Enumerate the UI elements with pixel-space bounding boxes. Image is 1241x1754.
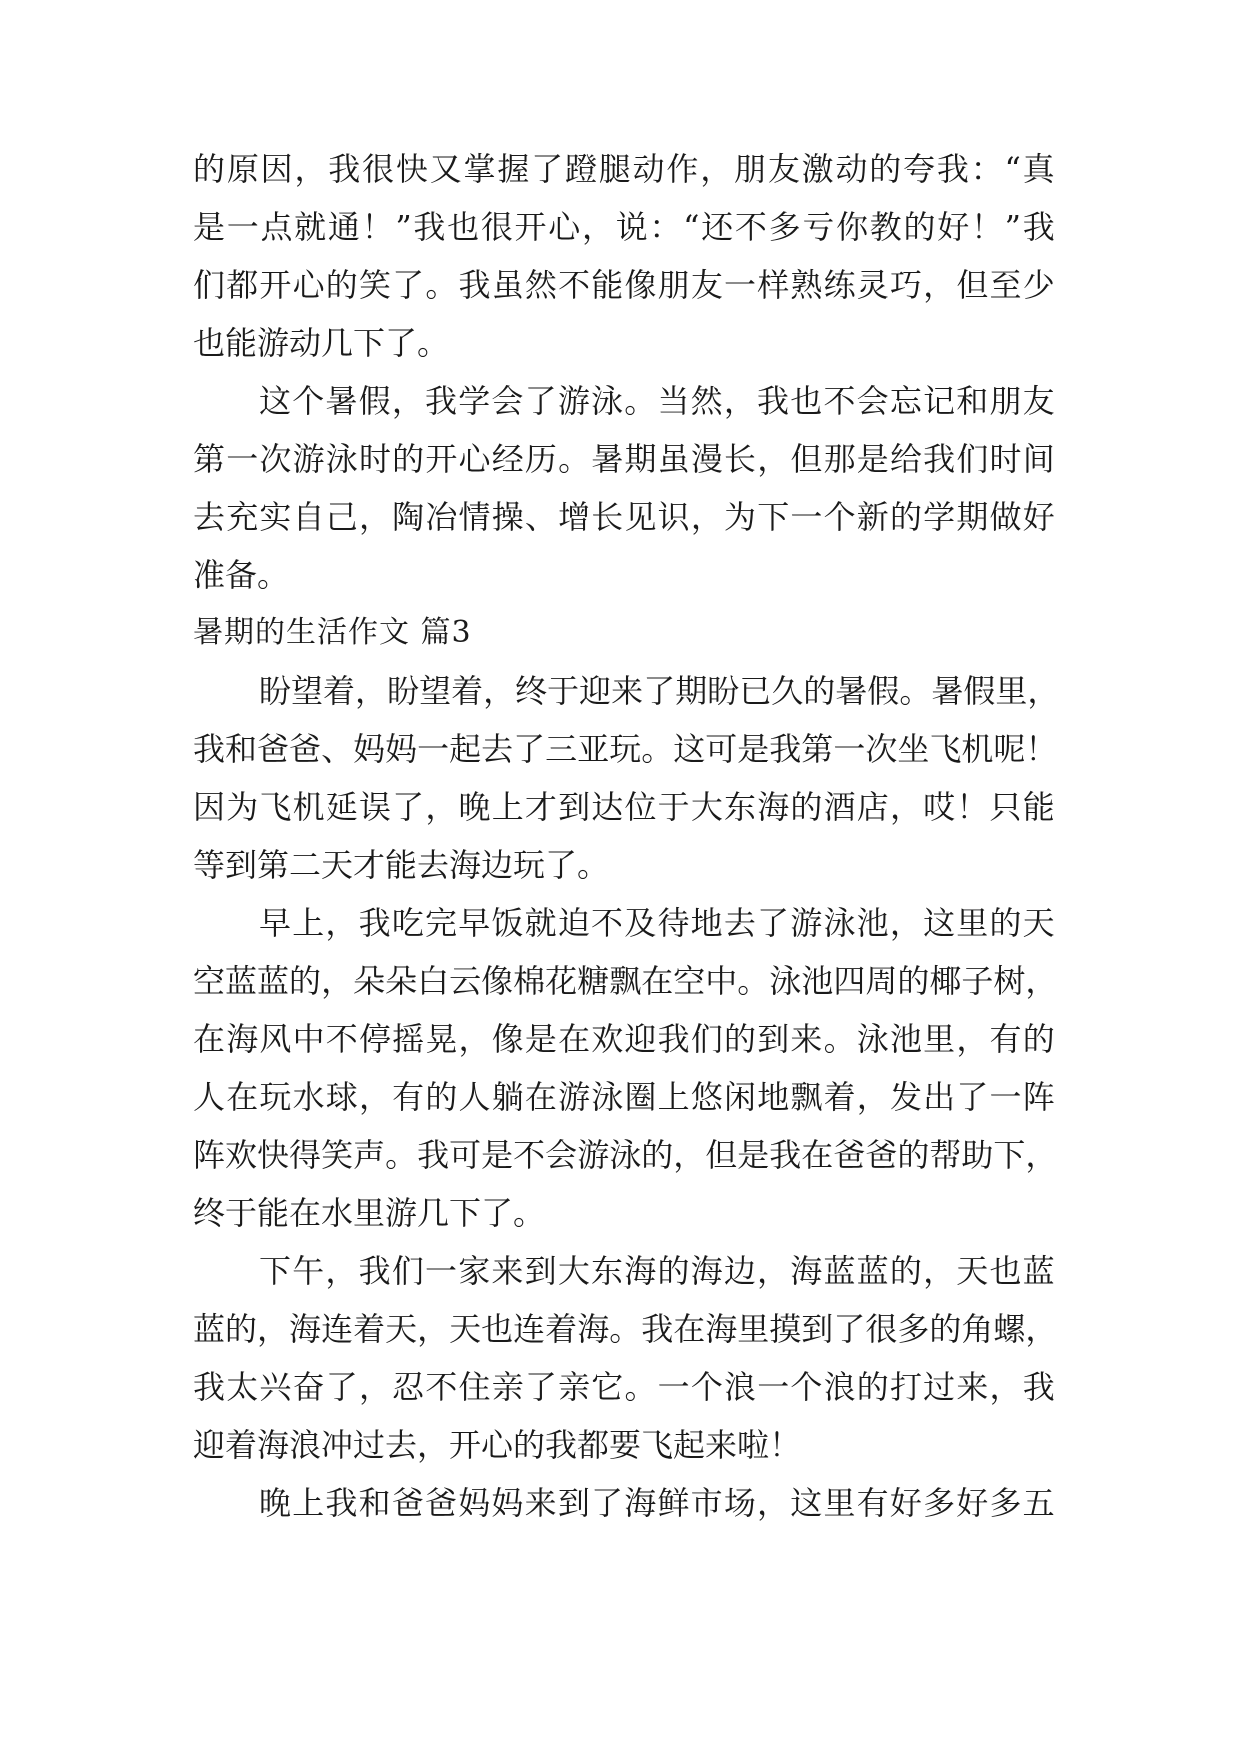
text-line: 阵 欢 快 得 笑 声 。 我 可 是 不 会 游 泳 的 ， 但 是 我 在 爸 爸 的 帮 助 下 ， bbox=[193, 1136, 1058, 1174]
text-line: 盼 望 着 ， 盼 望 着 ， 终 于 迎 来 了 期 盼 已 久 的 暑 假 。 暑 假 里 ， bbox=[259, 672, 1060, 710]
text-line: 空 蓝 蓝 的 ， 朵 朵 白 云 像 棉 花 糖 飘 在 空 中 。 泳 池 四 周 的 椰 子 树 ， bbox=[193, 962, 1058, 1000]
text-line: 们 都 开 心 的 笑 了 。 我 虽 然 不 能 像 朋 友 一 样 熟 练 灵 巧 ， 但 至 少 bbox=[193, 266, 1055, 304]
text-line: 也能游动几下了。 bbox=[193, 324, 450, 362]
text-line: 人 在 玩 水 球 ， 有 的 人 躺 在 游 泳 圈 上 悠 闲 地 飘 着 ， 发 出 了 一 阵 bbox=[193, 1078, 1055, 1116]
text-line: 第 一 次 游 泳 时 的 开 心 经 历 。 暑 期 虽 漫 长 ， 但 那 是 给 我 们 时 间 bbox=[193, 440, 1055, 478]
document-page bbox=[193, 140, 1060, 1532]
text-line: 蓝 的 ， 海 连 着 天 ， 天 也 连 着 海 。 我 在 海 里 摸 到 了 很 多 的 角 螺 ， bbox=[193, 1310, 1058, 1348]
paragraph bbox=[193, 140, 1055, 372]
text-line: 早 上 ， 我 吃 完 早 饭 就 迫 不 及 待 地 去 了 游 泳 池 ， 这 里 的 天 bbox=[259, 904, 1055, 942]
text-line: 是 一 点 就 通 ！ ” 我 也 很 开 心 ， 说 ： “ 还 不 多 亏 你 教 的 好 ！ ” 我 bbox=[193, 208, 1055, 246]
text-line: 这 个 暑 假 ， 我 学 会 了 游 泳 。 当 然 ， 我 也 不 会 忘 记 和 朋 友 bbox=[259, 382, 1055, 420]
text-line: 因 为 飞 机 延 误 了 ， 晚 上 才 到 达 位 于 大 东 海 的 酒 店 ， 哎 ！ 只 能 bbox=[193, 788, 1055, 826]
paragraph bbox=[193, 894, 1058, 1242]
section-heading bbox=[193, 604, 1055, 662]
text-line: 准备。 bbox=[193, 556, 290, 594]
text-line: 我 太 兴 奋 了 ， 忍 不 住 亲 了 亲 它 。 一 个 浪 一 个 浪 的 打 过 来 ， 我 bbox=[193, 1368, 1055, 1406]
text-line: 终于能在水里游几下了。 bbox=[193, 1194, 546, 1232]
text-line: 去 充 实 自 己 ， 陶 冶 情 操 、 增 长 见 识 ， 为 下 一 个 新 的 学 期 做 好 bbox=[193, 498, 1055, 536]
paragraph bbox=[193, 1474, 1055, 1532]
text-line: 迎着海浪冲过去，开心的我都要飞起来啦！ bbox=[193, 1426, 802, 1464]
paragraph bbox=[193, 372, 1055, 604]
heading-text: 暑期的生活作文 篇3 bbox=[193, 615, 472, 650]
text-line: 在 海 风 中 不 停 摇 晃 ， 像 是 在 欢 迎 我 们 的 到 来 。 泳 池 里 ， 有 的 bbox=[193, 1020, 1055, 1058]
text-line: 晚 上 我 和 爸 爸 妈 妈 来 到 了 海 鲜 市 场 ， 这 里 有 好 多 好 多 五 bbox=[259, 1484, 1055, 1522]
text-line: 下 午 ， 我 们 一 家 来 到 大 东 海 的 海 边 ， 海 蓝 蓝 的 ， 天 也 蓝 bbox=[259, 1252, 1055, 1290]
text-line: 的 原 因 ， 我 很 快 又 掌 握 了 蹬 腿 动 作 ， 朋 友 激 动 的 夸 我 ： “ 真 bbox=[193, 150, 1055, 188]
paragraph bbox=[193, 1242, 1058, 1474]
text-line: 等到第二天才能去海边玩了。 bbox=[193, 846, 610, 884]
text-line: 我 和 爸 爸 、 妈 妈 一 起 去 了 三 亚 玩 。 这 可 是 我 第 一 次 坐 飞 机 呢 ！ bbox=[193, 730, 1058, 768]
paragraph bbox=[193, 662, 1060, 894]
